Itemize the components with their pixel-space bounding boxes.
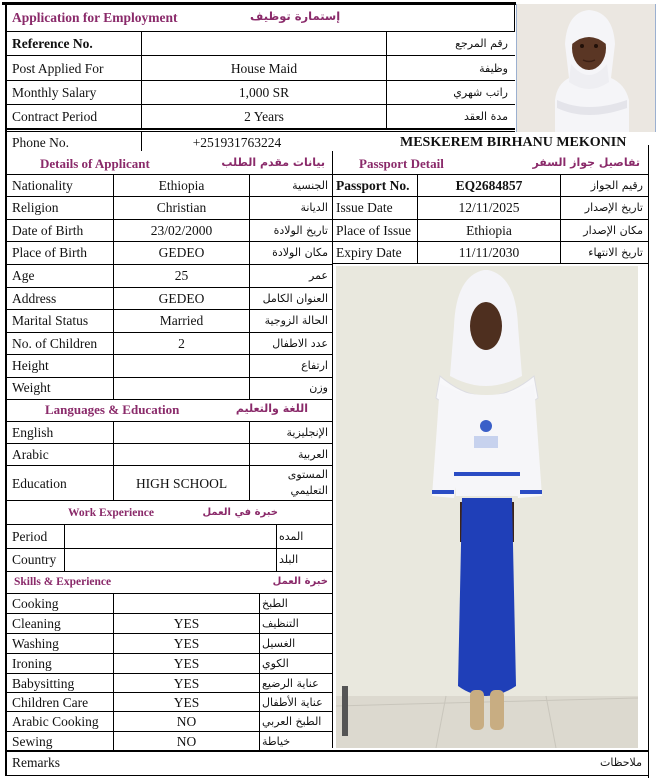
top-row-line-2 xyxy=(5,80,515,81)
cleaning-label-ar: التنظيف xyxy=(262,617,299,630)
passport-row-line xyxy=(332,241,648,242)
pob-value: GEDEO xyxy=(158,245,205,260)
pob-label: Place of Birth xyxy=(12,245,87,260)
post-label-ar: وظيفة xyxy=(479,62,508,75)
passport-top-line xyxy=(332,174,648,175)
full-body-photo xyxy=(336,266,638,748)
ironing-label: Ironing xyxy=(12,656,52,671)
form-title: Application for Employment xyxy=(12,10,178,25)
salary-value: 1,000 SR xyxy=(238,85,290,100)
period-label: Period xyxy=(12,529,48,544)
skills-row-line xyxy=(5,711,332,712)
cleaning-label: Cleaning xyxy=(12,616,61,631)
languages-col-2 xyxy=(249,421,250,500)
religion-label: Religion xyxy=(12,200,59,215)
expiry-date-value: 11/11/2030 xyxy=(458,245,520,260)
post-label: Post Applied For xyxy=(12,61,104,76)
ironing-value: YES xyxy=(173,656,200,671)
education-label-ar-2: التعليمي xyxy=(290,484,328,497)
skills-top-line xyxy=(5,593,332,594)
skills-title: Skills & Experience xyxy=(14,576,112,588)
address-value: GEDEO xyxy=(158,291,205,306)
place-of-issue-label-ar: مكان الإصدار xyxy=(583,224,643,237)
ironing-label-ar: الكوي xyxy=(262,657,289,670)
children-label-ar: عدد الاطفال xyxy=(272,337,328,350)
skills-row-line xyxy=(5,613,332,614)
nationality-label-ar: الجنسية xyxy=(292,179,328,192)
work-bottom-line xyxy=(5,571,332,572)
languages-row-line xyxy=(5,465,332,466)
address-label-ar: العنوان الكامل xyxy=(262,292,328,305)
education-value: HIGH SCHOOL xyxy=(135,476,228,491)
skills-title-ar: خبرة العمل xyxy=(272,576,328,587)
contract-label-ar: مدة العقد xyxy=(464,110,508,123)
washing-label: Washing xyxy=(12,636,59,651)
education-label: Education xyxy=(12,476,67,491)
weight-label-ar: وزن xyxy=(309,381,328,394)
portrait-illustration-icon xyxy=(517,4,656,132)
details-row-line xyxy=(5,332,332,333)
applicant-name: MESKEREM BIRHANU MEKONIN xyxy=(400,135,627,150)
age-label: Age xyxy=(12,268,35,283)
details-row-line xyxy=(5,219,332,220)
reference-label: Reference No. xyxy=(12,36,93,51)
pob-label-ar: مكان الولادة xyxy=(272,246,328,259)
skills-bottom-line xyxy=(5,750,648,752)
passport-no-label: Passport No. xyxy=(336,178,410,193)
skills-row-line xyxy=(5,633,332,634)
remarks-label: Remarks xyxy=(12,755,60,770)
languages-top-line xyxy=(5,421,332,422)
languages-title-ar: اللغة والتعليم xyxy=(235,402,308,415)
skills-row-line xyxy=(5,673,332,674)
work-row-line xyxy=(5,548,332,549)
passport-row-line xyxy=(332,263,648,264)
cleaning-value: YES xyxy=(173,616,200,631)
marital-value: Married xyxy=(159,313,204,328)
full-body-illustration-icon xyxy=(336,266,638,748)
children-care-value: YES xyxy=(173,695,200,710)
work-title-ar: خبرة في العمل xyxy=(202,507,278,518)
babysitting-value: YES xyxy=(173,676,200,691)
cooking-label: Cooking xyxy=(12,596,59,611)
english-label-ar: الإنجليزية xyxy=(286,426,328,439)
cooking-label-ar: الطبخ xyxy=(262,597,288,610)
header-right-border xyxy=(514,2,515,31)
country-label-ar: البلد xyxy=(279,553,299,566)
details-row-line xyxy=(5,287,332,288)
passport-row-line xyxy=(332,219,648,220)
children-label: No. of Children xyxy=(12,336,98,351)
washing-label-ar: الغسيل xyxy=(262,637,296,650)
weight-label: Weight xyxy=(12,380,51,395)
expiry-date-label-ar: تاريخ الانتهاء xyxy=(588,246,643,259)
religion-label-ar: الديانة xyxy=(300,201,328,214)
children-care-label-ar: عناية الأطفال xyxy=(262,696,323,709)
issue-date-value: 12/11/2025 xyxy=(458,200,520,215)
height-label: Height xyxy=(12,358,49,373)
babysitting-label-ar: عناية الرضيع xyxy=(262,677,319,690)
contract-label: Contract Period xyxy=(12,109,98,124)
dob-value: 23/02/2000 xyxy=(150,223,213,238)
passport-no-value: EQ2684857 xyxy=(455,178,523,193)
passport-row-line xyxy=(332,196,648,197)
skills-row-line xyxy=(5,653,332,654)
portrait-photo xyxy=(516,4,656,132)
english-label: English xyxy=(12,425,54,440)
details-row-line xyxy=(5,354,332,355)
place-of-issue-label: Place of Issue xyxy=(336,223,411,238)
salary-label: Monthly Salary xyxy=(12,85,97,100)
passport-title-ar: تفاصيل جواز السفر xyxy=(532,156,640,169)
phone-label: Phone No. xyxy=(12,135,69,150)
passport-no-label-ar: رقيم الجواز xyxy=(590,179,643,192)
skills-row-line xyxy=(5,731,332,732)
salary-label-ar: راتب شهري xyxy=(453,86,508,99)
marital-label-ar: الحالة الزوجية xyxy=(264,314,328,327)
details-title-ar: بيانات مقدم الطلب xyxy=(221,156,325,169)
header-divider xyxy=(5,31,515,32)
country-label: Country xyxy=(12,552,57,567)
phone-value: +251931763224 xyxy=(192,135,282,150)
form-title-ar: إستمارة توظيف xyxy=(250,9,341,23)
issue-date-label-ar: تاريخ الإصدار xyxy=(584,201,643,214)
sewing-label-ar: خياطة xyxy=(262,735,291,748)
reference-label-ar: رقم المرجع xyxy=(455,37,508,50)
arabic-label: Arabic xyxy=(12,447,49,462)
place-of-issue-value: Ethiopia xyxy=(466,223,512,238)
details-row-line xyxy=(5,241,332,242)
dob-label-ar: تاريخ الولادة xyxy=(273,224,328,237)
top-row-line-1 xyxy=(5,55,515,56)
expiry-date-label: Expiry Date xyxy=(336,245,402,260)
arabic-cooking-value: NO xyxy=(176,714,197,729)
details-row-line xyxy=(5,399,332,400)
religion-value: Christian xyxy=(156,200,207,215)
post-value: House Maid xyxy=(230,61,298,76)
babysitting-label: Babysitting xyxy=(12,676,75,691)
passport-title: Passport Detail xyxy=(359,156,444,171)
arabic-cooking-label-ar: الطبخ العربي xyxy=(262,715,322,728)
right-outer-border xyxy=(648,145,649,778)
period-label-ar: المده xyxy=(279,530,304,543)
bottom-border xyxy=(5,775,649,776)
details-row-line xyxy=(5,377,332,378)
height-label-ar: ارتفاع xyxy=(301,359,328,372)
details-title: Details of Applicant xyxy=(40,156,150,171)
top-block-bottom xyxy=(5,128,515,130)
languages-title: Languages & Education xyxy=(45,402,180,417)
nationality-value: Ethiopia xyxy=(158,178,205,193)
children-value: 2 xyxy=(178,336,185,351)
top-border xyxy=(2,2,516,5)
top-block-bottom-2 xyxy=(5,131,515,132)
left-border xyxy=(5,2,7,775)
children-care-label: Children Care xyxy=(12,695,89,710)
work-top-line xyxy=(5,524,332,525)
top-row-line-3 xyxy=(5,104,515,105)
arabic-label-ar: العربية xyxy=(297,448,328,461)
details-top-line xyxy=(5,174,332,175)
washing-value: YES xyxy=(173,636,200,651)
nationality-label: Nationality xyxy=(12,178,73,193)
skills-row-line xyxy=(5,692,332,693)
work-title: Work Experience xyxy=(68,507,154,519)
education-label-ar-1: المستوى xyxy=(287,468,328,481)
issue-date-label: Issue Date xyxy=(336,200,393,215)
skills-col-2 xyxy=(259,593,260,751)
marital-label: Marital Status xyxy=(12,313,89,328)
sewing-value: NO xyxy=(176,734,197,749)
arabic-cooking-label: Arabic Cooking xyxy=(12,714,99,729)
age-label-ar: عمر xyxy=(309,269,328,282)
details-row-line xyxy=(5,264,332,265)
details-row-line xyxy=(5,196,332,197)
contract-value: 2 Years xyxy=(244,109,284,124)
languages-row-line xyxy=(5,443,332,444)
address-label: Address xyxy=(12,291,57,306)
age-value: 25 xyxy=(174,268,189,283)
sewing-label: Sewing xyxy=(12,734,53,749)
details-row-line xyxy=(5,309,332,310)
languages-bottom-line xyxy=(5,500,332,501)
remarks-label-ar: ملاحظات xyxy=(600,756,642,769)
dob-label: Date of Birth xyxy=(12,223,84,238)
